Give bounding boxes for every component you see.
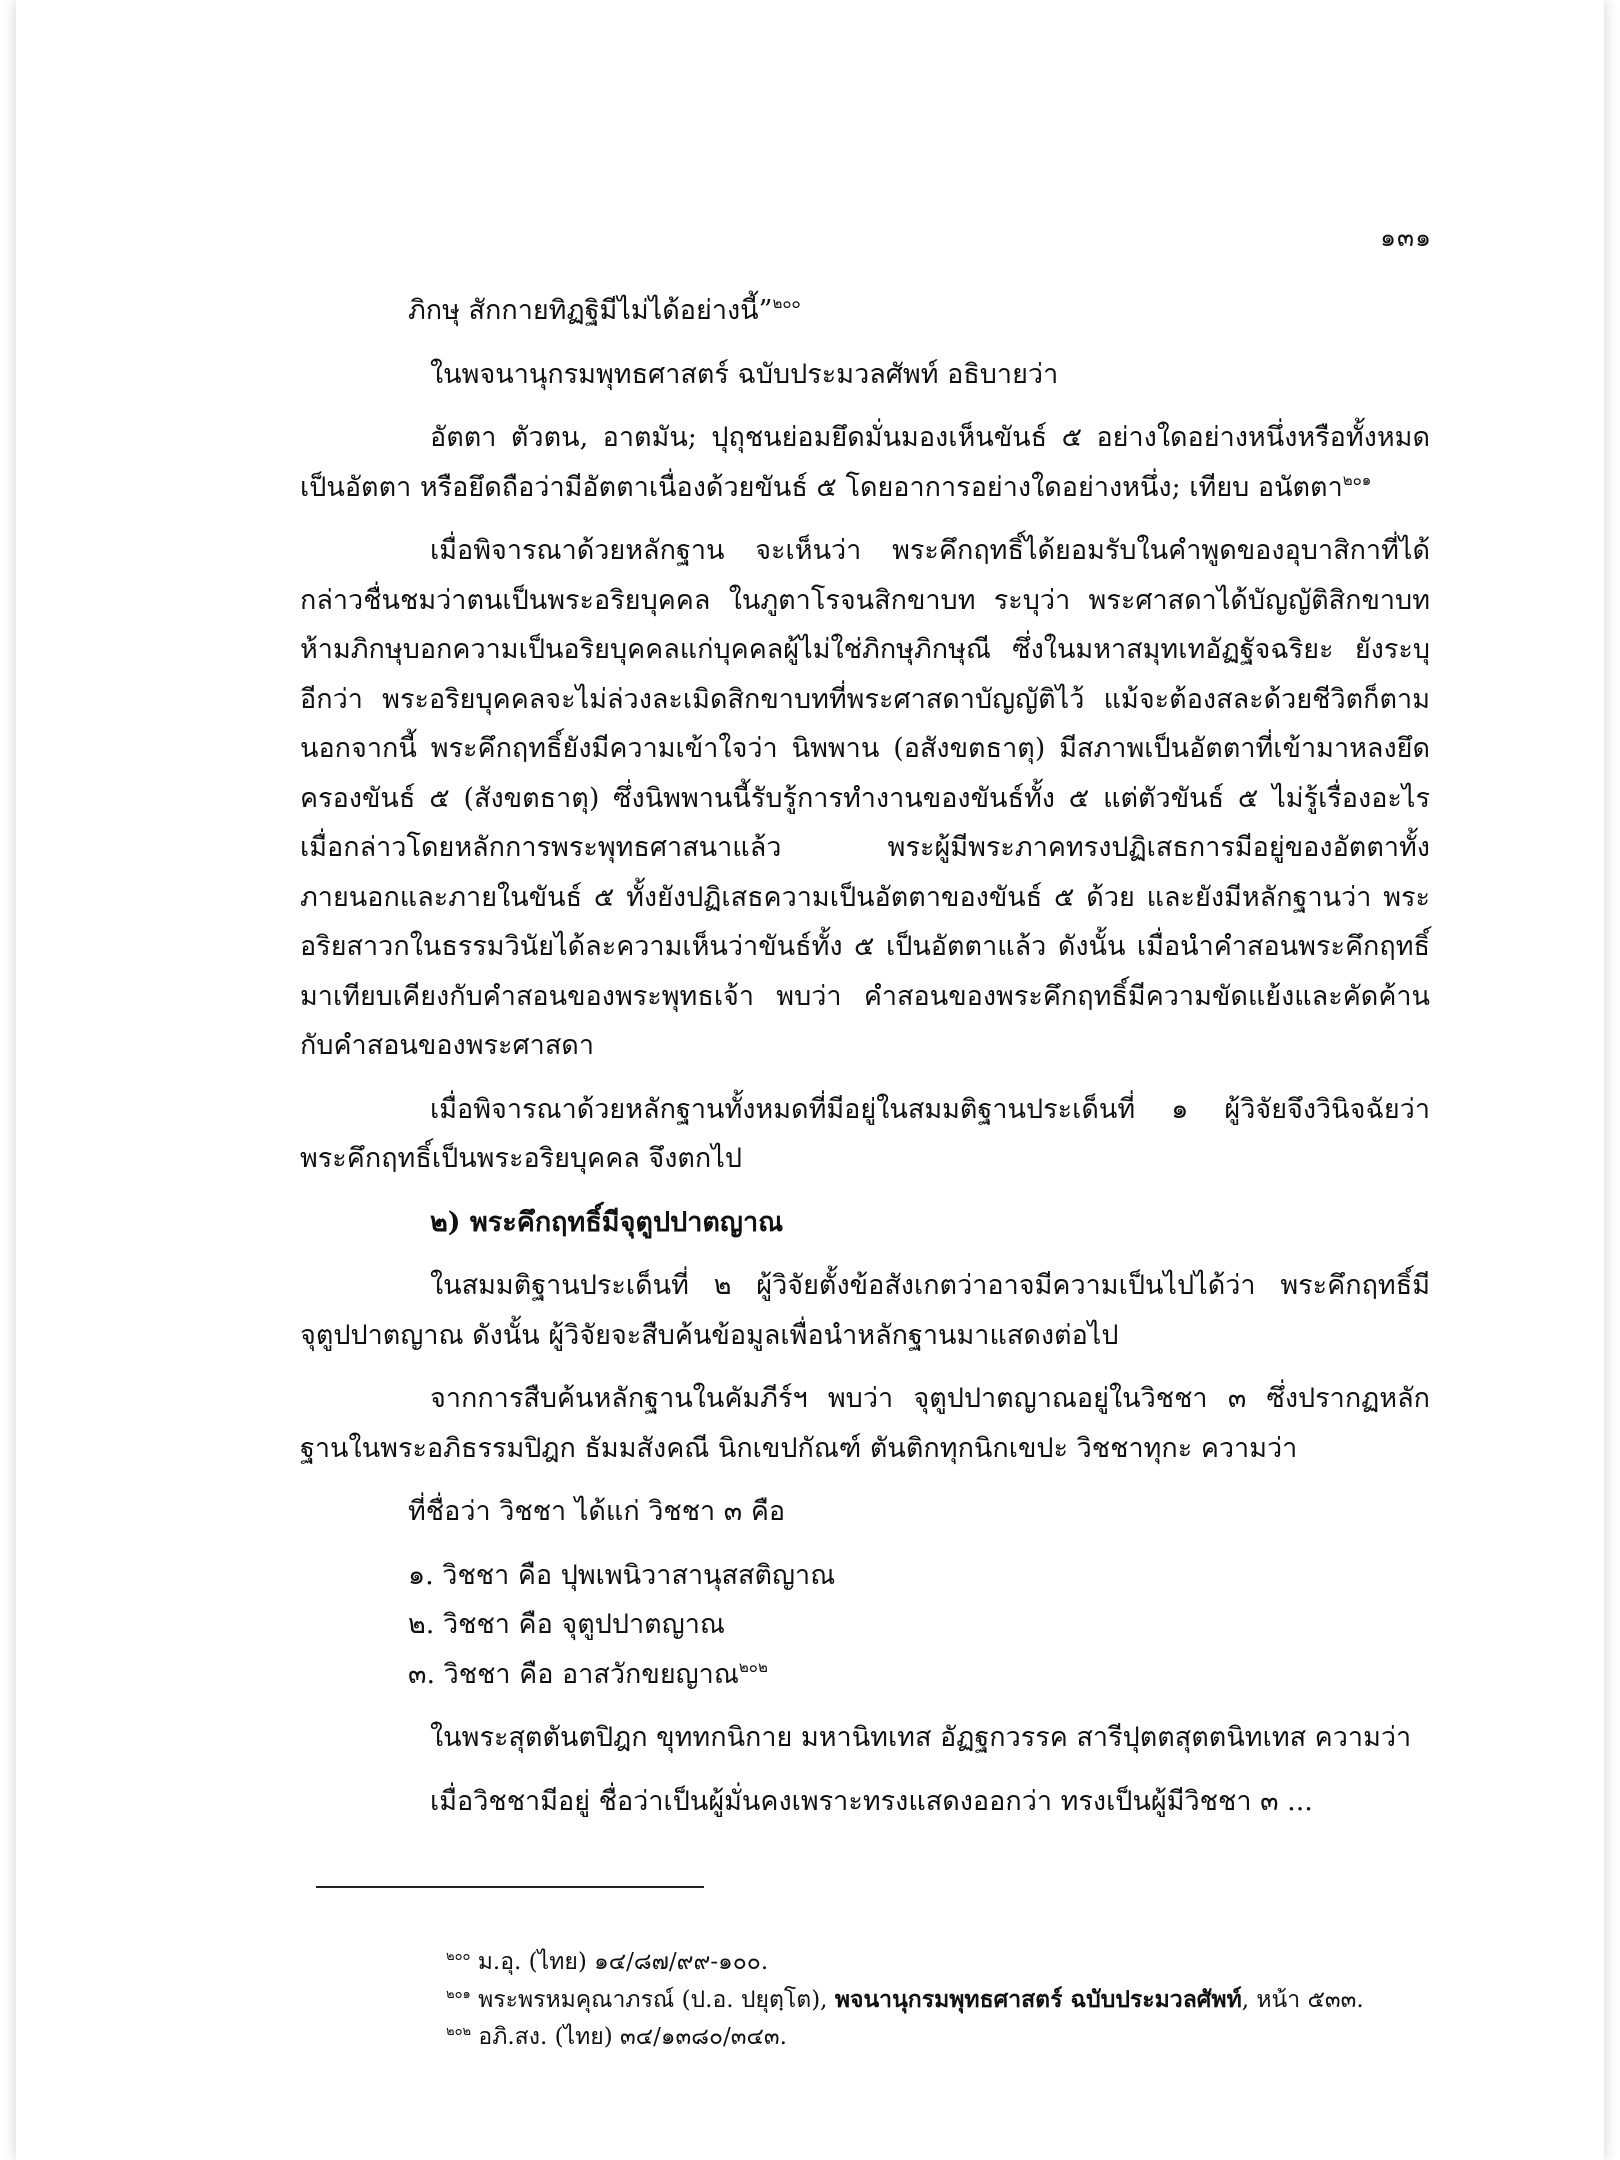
footnotes <box>446 1944 1496 2056</box>
paragraph-quote-intro <box>300 1487 1430 1537</box>
body-text <box>300 286 1430 1840</box>
paragraph-conclusion <box>300 1085 1430 1184</box>
paragraph-text: จากการสืบค้นหลักฐานในคัมภีร์ฯ พบว่า จุตูปปาตญาณอยู่ในวิชชา ๓ ซึ่งปรากฏหลักฐานในพระอภิธรรมปิฎก ธัมมสังคณี นิกเขปกัณฑ์ ตันติกทุกนิกเขปะ วิชชาทุกะ ความว่า <box>300 1383 1430 1464</box>
paragraph-text: เมื่อวิชชามีอยู่ ชื่อว่าเป็นผู้มั่นคงเพราะทรงแสดงออกว่า ทรงเป็นผู้มีวิชชา ๓ ... <box>430 1785 1313 1817</box>
paragraph-text: เมื่อพิจารณาด้วยหลักฐาน จะเห็นว่า พระคึกฤทธิ์ได้ยอมรับในคำพูดของอุบาสิกาที่ได้กล่าวชื่นชมว่าตนเป็นพระอริยบุคคล ในภูตาโรจนสิกขาบท ระบุว่า พระศาสดาได้บัญญัติสิกขาบทห้ามภิกษุบอกความเป็นอริยบุคคลแก่บุคคลผู้ไม่ใช่ภิกษุภิกษุณี ซึ่งในมหาสมุทเทอัฏฐัจฉริยะ ยังระบุอีกว่า พระอริยบุคคลจะไม่ล่วงละเมิดสิกขาบทที่พระศาสดาบัญญัติไว้ แม้จะต้องสละด้วยชีวิตก็ตาม นอกจากนี้ พระคึกฤทธิ์ยังมีความเข้าใจว่า นิพพาน (อสังขตธาตุ) มีสภาพเป็นอัตตาที่เข้ามาหลงยึดครองขันธ์ ๕ (สังขตธาตุ) ซึ่งนิพพานนี้รับรู้การทำงานของขันธ์ทั้ง ๕ แต่ตัวขันธ์ ๕ ไม่รู้เรื่องอะไร เมื่อกล่าวโดยหลักการพระพุทธศาสนาแล้ว พระผู้มีพระภาคทรงปฏิเสธการมีอยู่ของอัตตาทั้งภายนอกและภายในขันธ์ ๕ ทั้งยังปฏิเสธความเป็นอัตตาของขันธ์ ๕ ด้วย และยังมีหลักฐานว่า พระอริยสาวกในธรรมวินัยได้ละความเห็นว่าขันธ์ทั้ง ๕ เป็นอัตตาแล้ว ดังนั้น เมื่อนำคำสอนพระคึกฤทธิ์มาเทียบเคียงกับคำสอนของพระพุทธเจ้า พบว่า คำสอนของพระคึกฤทธิ์มีความขัดแย้งและคัดค้านกับคำสอนของพระศาสดา <box>300 535 1430 1061</box>
paragraph-sutta-quote <box>300 1777 1430 1827</box>
page-number: ๑๓๑ <box>1380 223 1432 252</box>
footnote-text: , หน้า ๕๓๓. <box>1241 1987 1364 2013</box>
paragraph-text: ในสมมติฐานประเด็นที่ ๒ ผู้วิจัยตั้งข้อสังเกตว่าอาจมีความเป็นไปได้ว่า พระคึกฤทธิ์มีจุตูปปาตญาณ ดังนั้น ผู้วิจัยจะสืบค้นข้อมูลเพื่อนำหลักฐานมาแสดงต่อไป <box>300 1270 1430 1351</box>
paragraph-hypothesis <box>300 1261 1430 1360</box>
paragraph-text: ที่ชื่อว่า วิชชา ได้แก่ วิชชา ๓ คือ <box>408 1496 786 1527</box>
footnote-ref-200: ๒๐๐ <box>772 294 801 312</box>
document-page <box>16 0 1604 2160</box>
paragraph-text: ในพระสุตตันตปิฎก ขุททกนิกาย มหานิทเทส อัฏฐกวรรค สารีปุตตสุตตนิทเทส ความว่า <box>430 1722 1412 1753</box>
paragraph-text: ภิกษุ สักกายทิฏฐิมีไม่ได้อย่างนี้” <box>408 295 773 326</box>
list-item <box>300 1600 1430 1650</box>
footnote-book-title: พจนานุกรมพุทธศาสตร์ ฉบับประมวลศัพท์ <box>834 1986 1242 2013</box>
footnote-text: อภิ.สง. (ไทย) ๓๔/๑๓๘๐/๓๔๓. <box>478 2024 787 2050</box>
footnote-text: ม.อุ. (ไทย) ๑๔/๘๗/๙๙-๑๐๐. <box>477 1949 769 1975</box>
footnote-ref-201: ๒๐๑ <box>1342 470 1372 489</box>
paragraph-analysis <box>300 526 1430 1071</box>
list-item-text: ๒. วิชชา คือ จุตูปปาตญาณ <box>408 1609 725 1640</box>
paragraph-definition <box>300 413 1430 512</box>
footnote-number: ๒๐๑ <box>446 1987 471 2002</box>
list-item-text: ๓. วิชชา คือ อาสวักขยญาณ <box>408 1658 739 1690</box>
footnote-202 <box>446 2019 1496 2056</box>
paragraph-continuation <box>300 286 1430 336</box>
paragraph-intro <box>300 350 1430 400</box>
footnote-number: ๒๐๒ <box>446 2024 472 2039</box>
section-heading: ๒) พระคึกฤทธิ์มีจุตูปปาตญาณ <box>430 1206 784 1238</box>
footnote-200 <box>446 1944 1496 1981</box>
paragraph-text: ในพจนานุกรมพุทธศาสตร์ ฉบับประมวลศัพท์ อธิบายว่า <box>430 358 1059 390</box>
footnote-divider <box>316 1886 704 1888</box>
vijja-list <box>300 1551 1430 1700</box>
paragraph-evidence <box>300 1374 1430 1473</box>
list-item-text: ๑. วิชชา คือ ปุพเพนิวาสานุสสติญาณ <box>408 1559 836 1591</box>
paragraph-sutta-intro <box>300 1713 1430 1763</box>
paragraph-text: อัตตา ตัวตน, อาตมัน; ปุถุชนย่อมยึดมั่นมองเห็นขันธ์ ๕ อย่างใดอย่างหนึ่งหรือทั้งหมด เป็นอัตตา หรือยึดถือว่ามีอัตตาเนื่องด้วยขันธ์ ๕ โดยอาการอย่างใดอย่างหนึ่ง; เทียบ อนัตตา <box>300 422 1430 503</box>
list-item <box>300 1551 1430 1601</box>
footnote-ref-202: ๒๐๒ <box>738 1657 768 1676</box>
footnote-text: พระพรหมคุณาภรณ์ (ป.อ. ปยุตฺโต), <box>478 1987 835 2013</box>
paragraph-text: เมื่อพิจารณาด้วยหลักฐานทั้งหมดที่มีอยู่ในสมมติฐานประเด็นที่ ๑ ผู้วิจัยจึงวินิจฉัยว่า พระคึกฤทธิ์เป็นพระอริยบุคคล จึงตกไป <box>300 1093 1430 1174</box>
list-item <box>300 1650 1430 1700</box>
footnote-201 <box>446 1981 1496 2019</box>
footnote-number: ๒๐๐ <box>446 1949 471 1964</box>
